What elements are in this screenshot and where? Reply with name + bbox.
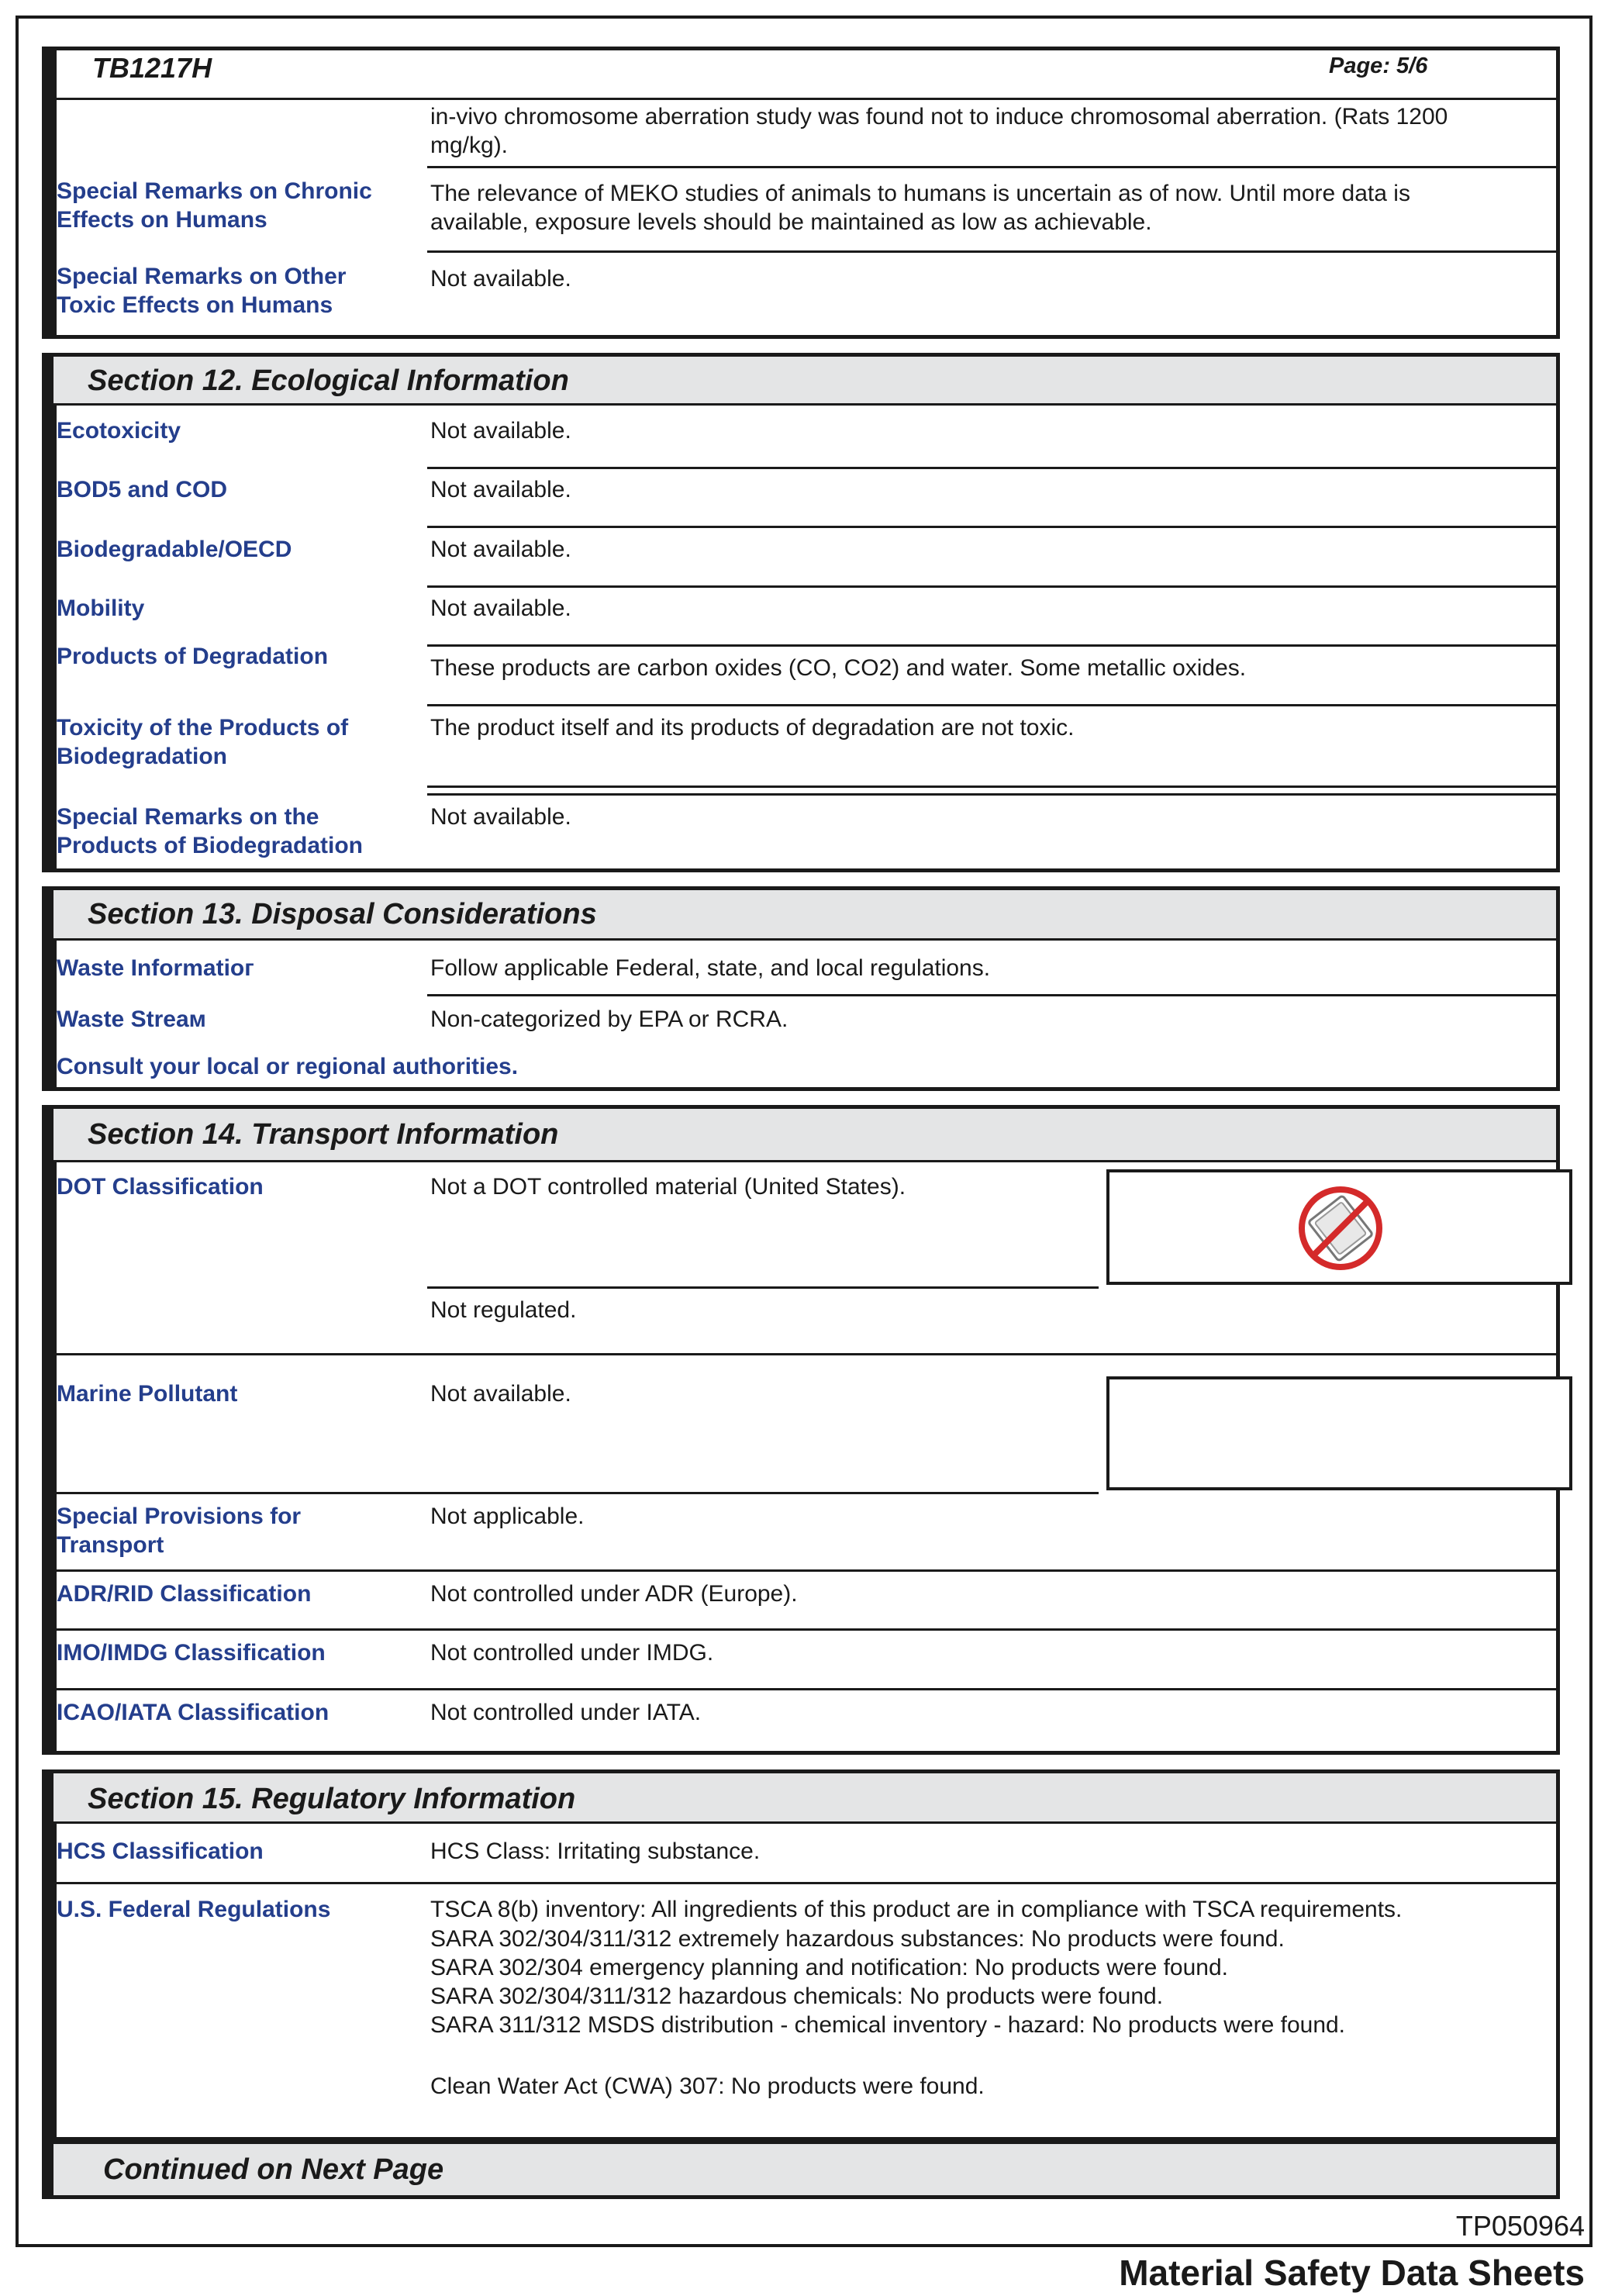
icao-iata-label: ICAO/IATA Classification: [57, 1700, 330, 1725]
divider: [427, 994, 1556, 996]
divider: [57, 1353, 1556, 1355]
toxicity-products-label-line-2: Biodegradation: [57, 744, 228, 769]
section-header: [53, 1109, 1556, 1162]
waste-information-value: Follow applicable Federal, state, and local regulations.: [430, 955, 991, 981]
other-toxic-label-line-1: Special Remarks on Other: [57, 264, 347, 289]
federal-regulations-label: U.S. Federal Regulations: [57, 1897, 331, 1922]
section-title: Section 15. Regulatory Information: [88, 1783, 576, 1815]
section-left-bar: [46, 1109, 57, 1751]
continuation-line-2: mg/kg).: [430, 133, 509, 158]
special-provisions-label-line-1: Special Provisions for: [57, 1504, 302, 1529]
federal-regulations-line-2: SARA 302/304/311/312 extremely hazardous substances: No products were found.: [430, 1926, 1285, 1952]
imo-imdg-value: Not controlled under IMDG.: [430, 1640, 714, 1666]
section-12: [42, 353, 1560, 872]
continued-box: [42, 2140, 1560, 2199]
section-left-bar: [46, 357, 57, 868]
special-provisions-label-line-2: Transport: [57, 1532, 164, 1558]
divider: [57, 1882, 1556, 1884]
section-title: Section 13. Disposal Considerations: [88, 898, 597, 930]
other-toxic-value: Not available.: [430, 266, 571, 292]
dot-regulation-status: Not regulated.: [430, 1297, 577, 1323]
section-title: Section 14. Transport Information: [88, 1118, 559, 1151]
imo-imdg-label: IMO/IMDG Classification: [57, 1640, 326, 1666]
waste-information-label: Waste Informatioг: [57, 955, 254, 981]
divider: [57, 1492, 1099, 1494]
divider: [57, 1688, 1556, 1690]
marine-pollutant-label: Marine Pollutant: [57, 1381, 238, 1407]
adr-rid-label: ADR/RID Classification: [57, 1581, 312, 1607]
section-left-bar: [46, 1773, 57, 2137]
biodegradation-remarks-label-line-2: Products of Biodegradation: [57, 833, 364, 858]
divider: [427, 526, 1556, 528]
divider: [427, 585, 1556, 588]
waste-stream-label: Waste Streaм: [57, 1006, 206, 1032]
mobility-label: Mobility: [57, 596, 145, 621]
mobility-value: Not available.: [430, 596, 571, 621]
other-toxic-label-line-2: Toxic Effects on Humans: [57, 292, 333, 318]
no-hazard-placard-icon: [1296, 1183, 1385, 1273]
federal-regulations-line-5: SARA 311/312 MSDS distribution - chemical inventory - hazard: No products were found.: [430, 2012, 1346, 2038]
hcs-classification-value: HCS Class: Irritating substance.: [430, 1839, 761, 1864]
toxicity-products-value: The product itself and its products of degradation are not toxic.: [430, 715, 1075, 741]
hcs-classification-label: HCS Classification: [57, 1839, 264, 1864]
special-provisions-value: Not applicable.: [430, 1504, 585, 1529]
degradation-products-label: Products of Degradation: [57, 644, 329, 669]
federal-regulations-line-1: TSCA 8(b) inventory: All ingredients of this product are in compliance with TSCA requirements.: [430, 1897, 1403, 1922]
page-number: Page: 5/6: [1329, 54, 1428, 78]
consult-authorities-note: Consult your local or regional authorities.: [57, 1054, 519, 1079]
bod5-cod-label: BOD5 and COD: [57, 477, 228, 502]
divider: [57, 1628, 1556, 1631]
federal-regulations-line-4: SARA 302/304/311/312 hazardous chemicals: No products were found.: [430, 1984, 1164, 2009]
section-11-continuation: [42, 47, 1560, 339]
degradation-products-value: These products are carbon oxides (CO, CO2) and water. Some metallic oxides.: [430, 655, 1247, 681]
doc-code: TB1217H: [92, 52, 212, 84]
ecotoxicity-value: Not available.: [430, 418, 571, 444]
bod5-cod-value: Not available.: [430, 477, 571, 502]
dot-placard-box: [1106, 1169, 1572, 1285]
marine-pollutant-value: Not available.: [430, 1381, 571, 1407]
divider: [57, 98, 1556, 100]
biodegradable-value: Not available.: [430, 537, 571, 562]
federal-regulations-line-3: SARA 302/304 emergency planning and notification: No products were found.: [430, 1955, 1228, 1980]
divider: [427, 793, 1556, 796]
chronic-effects-value-line-2: available, exposure levels should be maintained as low as achievable.: [430, 209, 1152, 235]
chronic-effects-label-line-1: Special Remarks on Chronic: [57, 178, 372, 204]
section-header: [53, 357, 1556, 406]
ecotoxicity-label: Ecotoxicity: [57, 418, 181, 444]
divider: [427, 644, 1556, 647]
waste-stream-value: Non-categorized by EPA or RCRA.: [430, 1006, 788, 1032]
biodegradation-remarks-value: Not available.: [430, 804, 571, 830]
section-title: Section 12. Ecological Information: [88, 364, 569, 397]
divider: [427, 250, 1556, 253]
divider: [427, 704, 1556, 706]
doc-footer-code: TP050964: [1455, 2210, 1585, 2242]
chronic-effects-label-line-2: Effects on Humans: [57, 207, 267, 233]
section-header: [53, 890, 1556, 941]
continued-text: Continued on Next Page: [103, 2153, 444, 2186]
biodegradation-remarks-label-line-1: Special Remarks on the: [57, 804, 319, 830]
adr-rid-value: Not controlled under ADR (Europe).: [430, 1581, 798, 1607]
section-header: [53, 1773, 1556, 1824]
section-13: [42, 886, 1560, 1091]
continuation-line-1: in-vivo chromosome aberration study was found not to induce chromosomal aberration. (Rats 1200: [430, 104, 1448, 129]
icao-iata-value: Not controlled under IATA.: [430, 1700, 702, 1725]
dot-classification-label: DOT Classification: [57, 1174, 264, 1200]
divider: [57, 1569, 1556, 1572]
doc-footer-title: Material Safety Data Sheets: [1119, 2253, 1585, 2293]
section-left-bar: [46, 50, 57, 335]
biodegradable-label: Biodegradable/OECD: [57, 537, 292, 562]
divider: [427, 467, 1556, 469]
divider: [427, 166, 1556, 168]
federal-regulations-line-6: Clean Water Act (CWA) 307: No products were found.: [430, 2073, 985, 2099]
toxicity-products-label-line-1: Toxicity of the Products of: [57, 715, 349, 741]
section-15: [42, 1769, 1560, 2141]
marine-placard-box: [1106, 1376, 1572, 1490]
chronic-effects-value-line-1: The relevance of MEKO studies of animals to humans is uncertain as of now. Until more data is: [430, 181, 1410, 206]
divider: [427, 785, 1556, 788]
dot-classification-value: Not a DOT controlled material (United States).: [430, 1174, 906, 1200]
continued-bar: [53, 2144, 1556, 2195]
divider: [427, 1286, 1099, 1289]
